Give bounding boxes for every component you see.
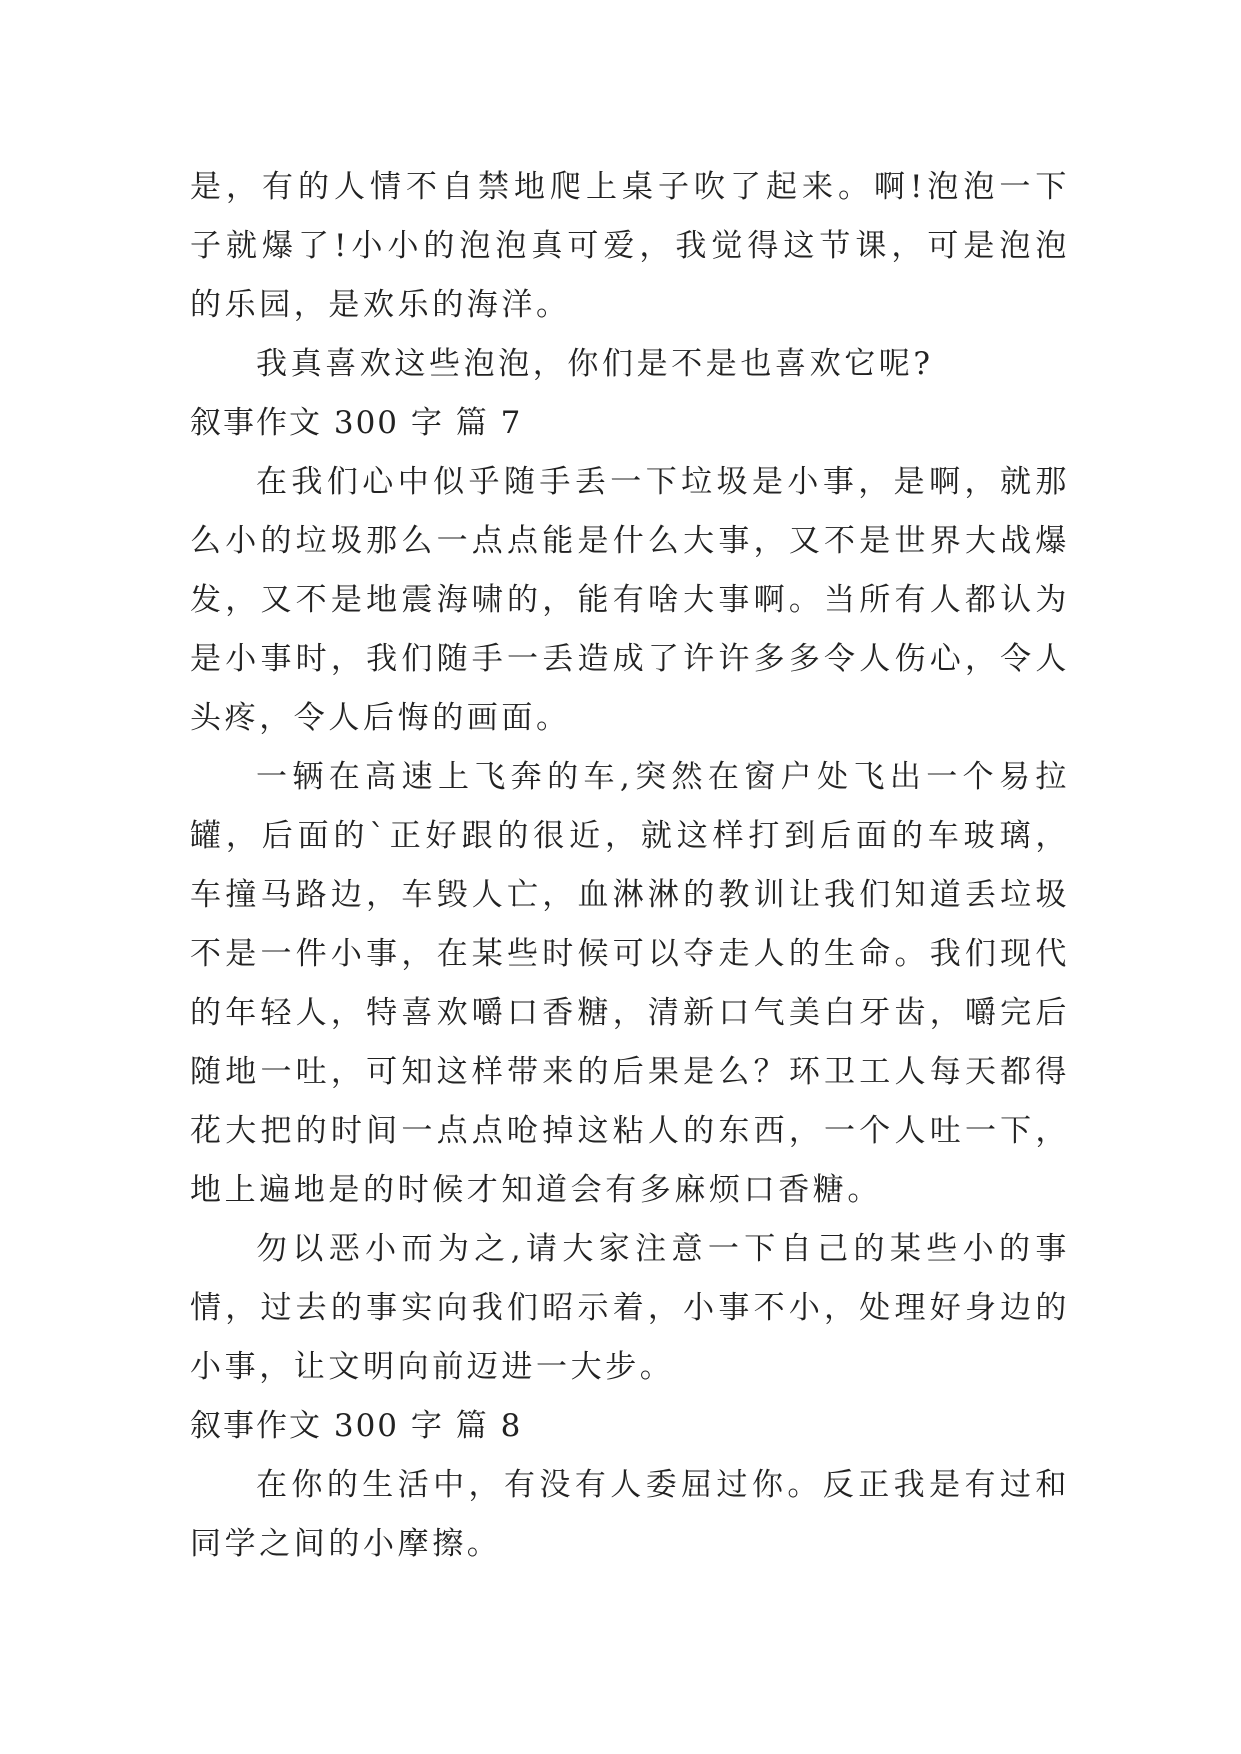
- paragraph-litter-intro: 在我们心中似乎随手丢一下垃圾是小事，是啊，就那么小的垃圾那么一点点能是什么大事，又不是世界大战爆发，又不是地震海啸的，能有啥大事啊。当所有人都认为是小事时，我们随手一丢造成了许许多多令人伤心，令人头疼，令人后悔的画面。: [190, 464, 1070, 736]
- paragraph-bubbles-closing: 我真喜欢这些泡泡，你们是不是也喜欢它呢?: [256, 346, 934, 382]
- section-heading-8: 叙事作文 300 字 篇 8: [190, 1408, 523, 1444]
- section-heading-7: 叙事作文 300 字 篇 7: [190, 405, 523, 441]
- document-body: [190, 158, 1070, 1574]
- paragraph-grievance-intro: 在你的生活中，有没有人委屈过你。反正我是有过和同学之间的小摩擦。: [190, 1467, 1070, 1562]
- paragraph-bubbles-ending: 是，有的人情不自禁地爬上桌子吹了起来。啊!泡泡一下子就爆了!小小的泡泡真可爱，我觉得这节课，可是泡泡的乐园，是欢乐的海洋。: [190, 169, 1070, 323]
- paragraph-litter-conclusion: 勿以恶小而为之,请大家注意一下自己的某些小的事情，过去的事实向我们昭示着，小事不小，处理好身边的小事，让文明向前迈进一大步。: [190, 1231, 1070, 1385]
- paragraph-litter-examples: 一辆在高速上飞奔的车,突然在窗户处飞出一个易拉罐，后面的`正好跟的很近，就这样打到后面的车玻璃，车撞马路边，车毁人亡，血淋淋的教训让我们知道丢垃圾不是一件小事，在某些时候可以夺走人的生命。我们现代的年轻人，特喜欢嚼口香糖，清新口气美白牙齿，嚼完后随地一吐，可知这样带来的后果是么？环卫工人每天都得花大把的时间一点点呛掉这粘人的东西，一个人吐一下，地上遍地是的时候才知道会有多麻烦口香糖。: [190, 759, 1070, 1208]
